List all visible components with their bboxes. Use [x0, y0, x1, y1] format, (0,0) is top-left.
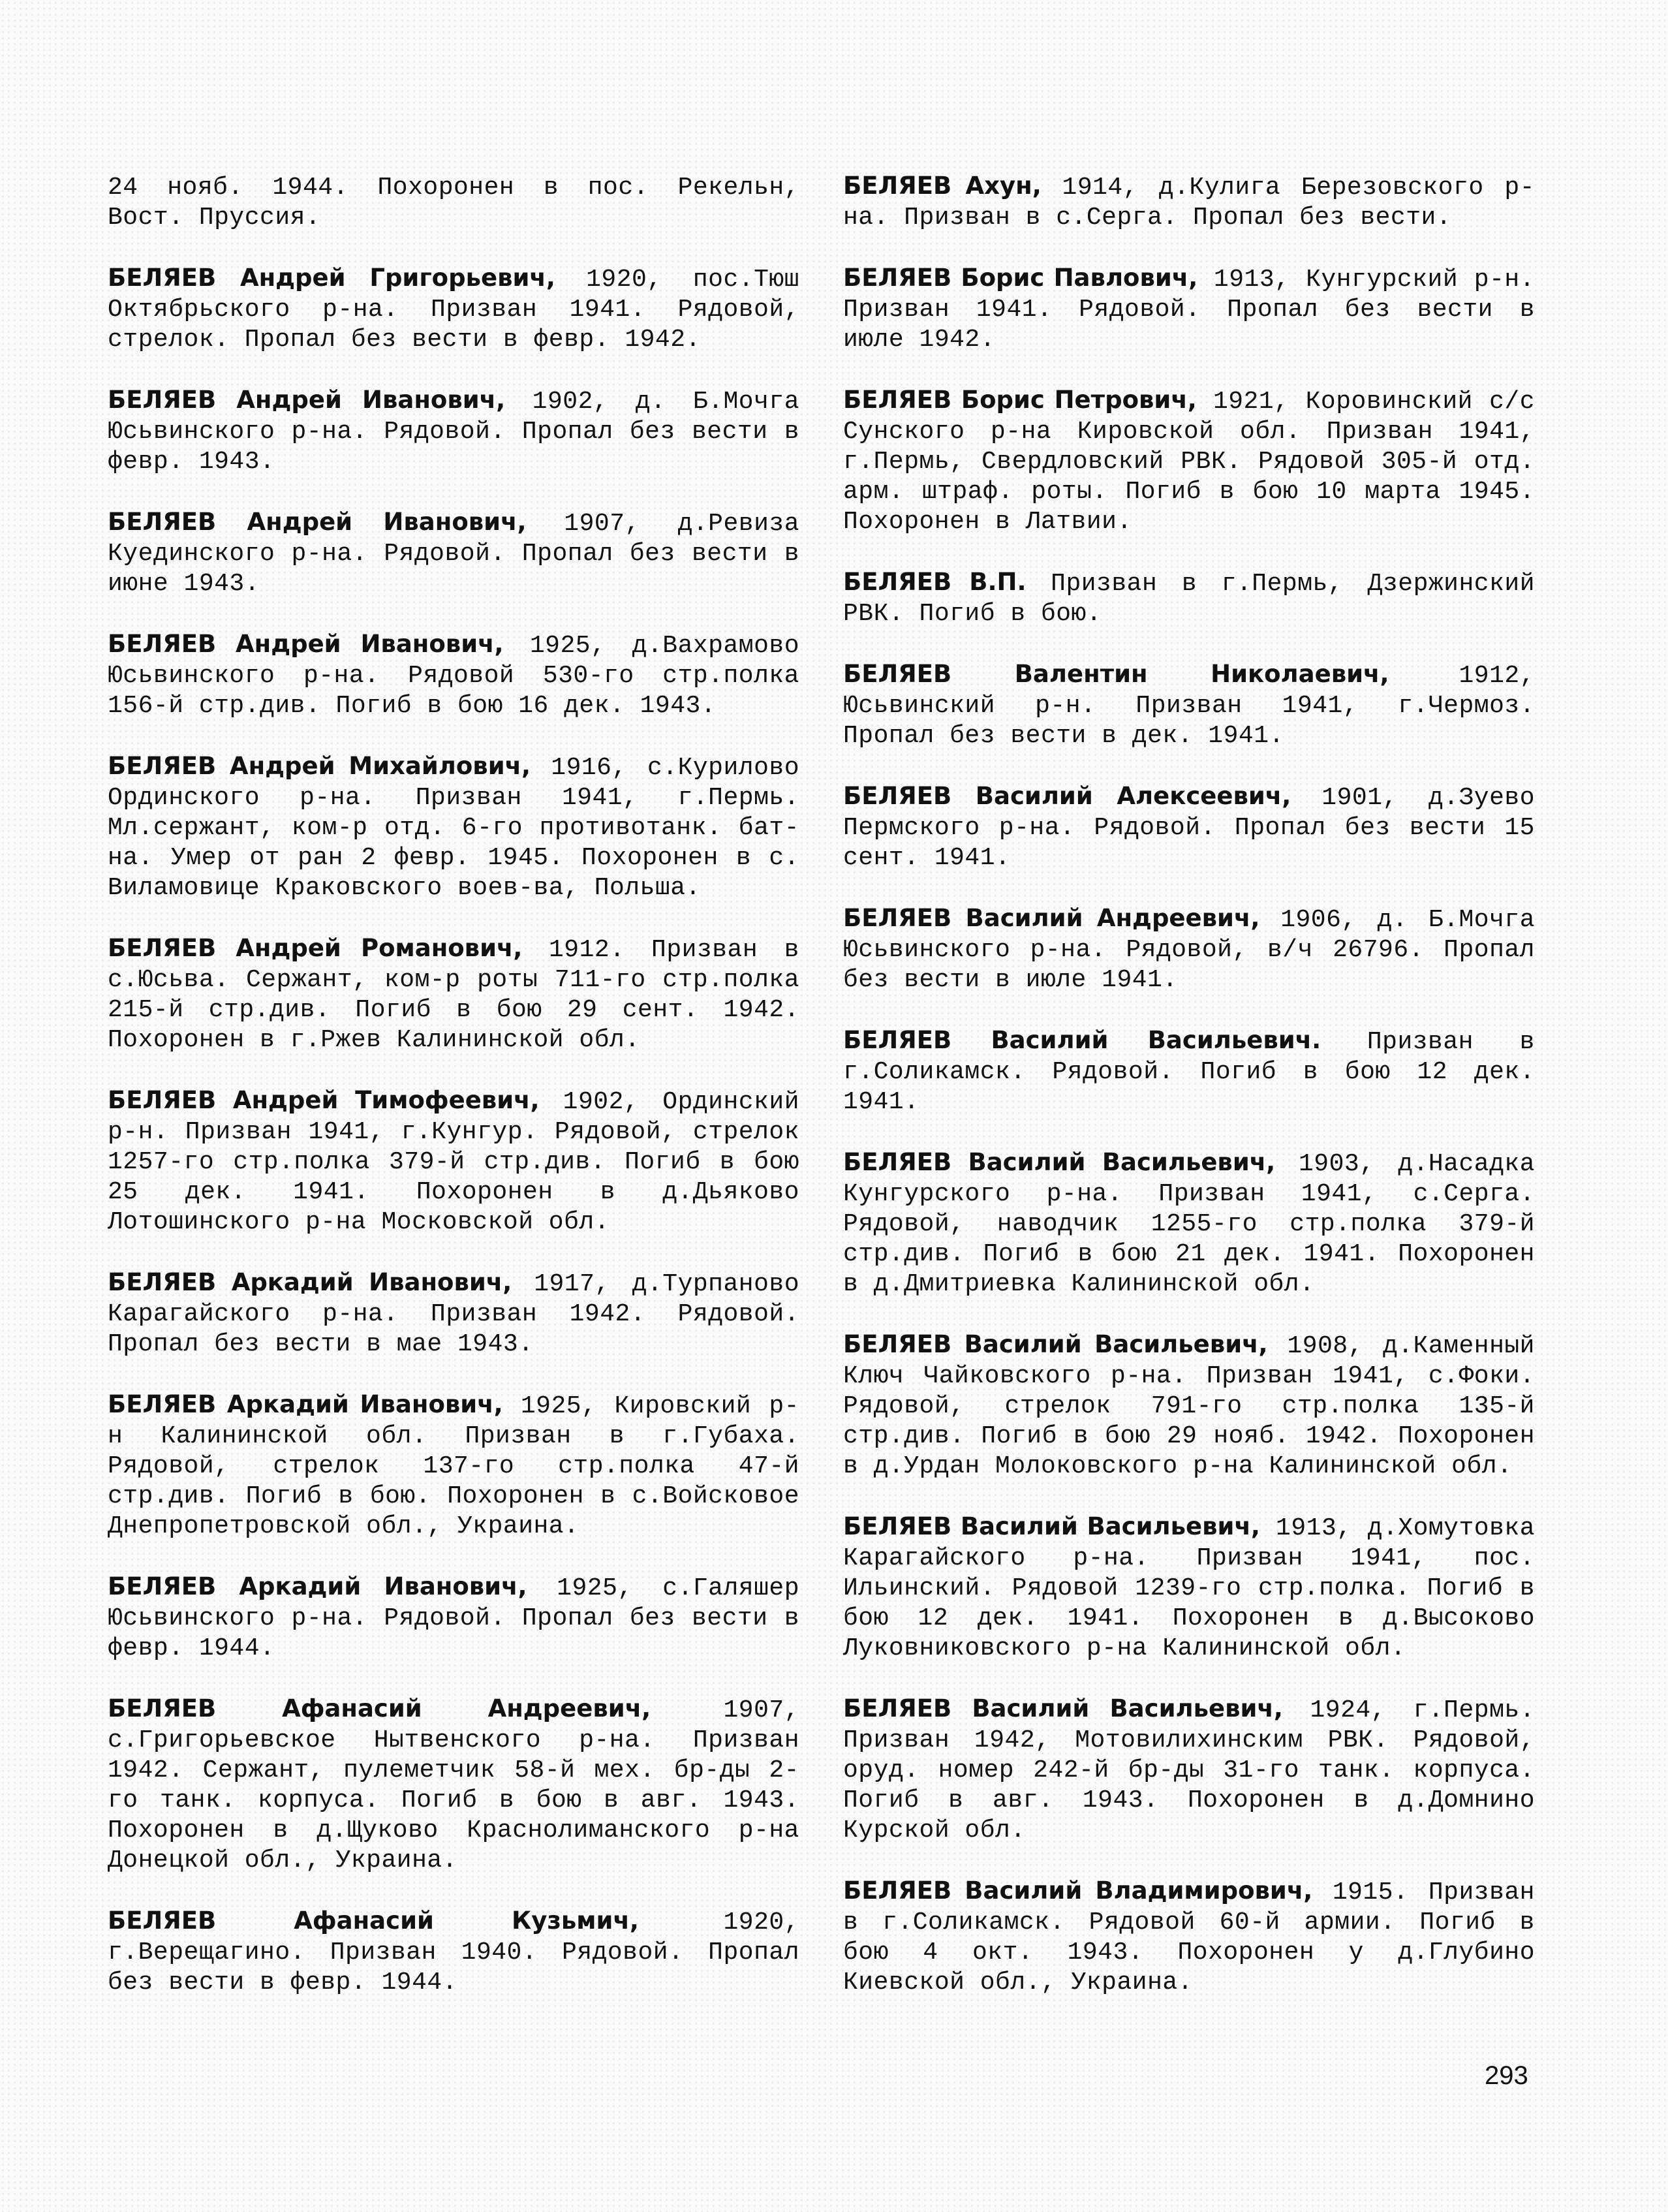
entry-name: БЕЛЯЕВ Аркадий Иванович,	[108, 1572, 527, 1600]
entry	[843, 1512, 1535, 1664]
entry-text: 1925, с.Галяшер Юсьвинского р-на. Рядовой. Пропал без вести в февр. 1944.	[108, 1574, 800, 1662]
entry-text: Призван в г.Соликамск. Рядовой. Погиб в бою 12 дек. 1941.	[843, 1028, 1535, 1116]
entry-name: БЕЛЯЕВ Василий Васильевич,	[843, 1148, 1276, 1176]
entry-text: 1917, д.Турпаново Карагайского р-на. Призван 1942. Рядовой. Пропал без вести в мае 1943.	[108, 1270, 799, 1358]
entry	[108, 1572, 799, 1664]
entry-text: 1912, Юсьвинский р-н. Призван 1941, г.Чермоз. Пропал без вести в дек. 1941.	[843, 662, 1535, 750]
left-column	[108, 171, 799, 2028]
page-number: 293	[1485, 2061, 1528, 2090]
entry-text: 1916, с.Курилово Ординского р-на. Призван 1941, г.Пермь. Мл.сержант, ком-р отд. 6-го противотанк. бат-на. Умер от ран 2 февр. 1945. Похоронен в с. Виламовице Краковского воев-ва, Польша.	[108, 754, 799, 902]
entry-text: 1908, д.Каменный Ключ Чайковского р-на. Призван 1941, с.Фоки. Рядовой, стрелок 791-го стр.полка 135-й стр.див. Погиб в бою 29 нояб. 1942. Похоронен в д.Урдан Молоковского р-на Калининской обл.	[843, 1332, 1535, 1480]
right-column	[843, 171, 1535, 2028]
entry	[843, 263, 1535, 355]
entry	[843, 567, 1535, 629]
entry	[108, 1268, 799, 1360]
entry-text: 1914, д.Кулига Березовского р-на. Призван в с.Серга. Пропал без вести.	[843, 174, 1536, 232]
entry-name: БЕЛЯЕВ Василий Васильевич,	[843, 1512, 1260, 1540]
entry-name: БЕЛЯЕВ В.П.	[843, 568, 1027, 596]
entry-text: 1903, д.Насадка Кунгурского р-на. Призван 1941, с.Серга. Рядовой, наводчик 1255-го стр.полка 379-й стр.див. Погиб в бою 21 дек. 1941. Похоронен в д.Дмитриевка Калининской обл.	[843, 1150, 1535, 1298]
entry-name: БЕЛЯЕВ Василий Алексеевич,	[843, 782, 1291, 810]
entry-name: БЕЛЯЕВ Афанасий Кузьмич,	[108, 1907, 639, 1935]
entry-text: 1902, Ординский р-н. Призван 1941, г.Кунгур. Рядовой, стрелок 1257-го стр.полка 379-й стр.див. Погиб в бою 25 дек. 1941. Похоронен в д.Дьяково Лотошинского р-на Московской обл.	[108, 1088, 799, 1236]
entry	[843, 1147, 1535, 1300]
entry-name: БЕЛЯЕВ Андрей Романович,	[108, 934, 523, 962]
entry-text: 1924, г.Пермь. Призван 1942, Мотовилихинским РВК. Рядовой, оруд. номер 242-й бр-ды 31-го танк. корпуса. Погиб в авг. 1943. Похоронен в д.Домнино Курской обл.	[843, 1696, 1535, 1845]
entry	[108, 171, 799, 233]
entry	[843, 1876, 1535, 1998]
entry	[108, 385, 799, 477]
entry-text: 1901, д.Зуево Пермского р-на. Рядовой. Пропал без вести 15 сент. 1941.	[843, 784, 1535, 872]
entry-name: БЕЛЯЕВ Борис Петрович,	[843, 386, 1197, 414]
entry	[108, 933, 799, 1055]
entry	[108, 751, 799, 903]
entry-text: 1912. Призван в с.Юсьва. Сержант, ком-р роты 711-го стр.полка 215-й стр.див. Погиб в бою 29 сент. 1942. Похоронен в г.Ржев Калининской обл.	[108, 936, 799, 1054]
entry	[843, 385, 1535, 537]
entry-name: БЕЛЯЕВ Василий Васильевич.	[843, 1026, 1321, 1054]
entry	[843, 171, 1535, 233]
entry-name: БЕЛЯЕВ Валентин Николаевич,	[843, 660, 1389, 688]
entry	[108, 1694, 799, 1876]
entry-text: 1925, Кировский р-н Калининской обл. Призван в г.Губаха. Рядовой, стрелок 137-го стр.полка 47-й стр.див. Погиб в бою. Похоронен в с.Войсковое Днепропетровской обл., Украина.	[108, 1392, 799, 1540]
entry	[108, 1906, 799, 1998]
entry	[108, 507, 799, 599]
entry-name: БЕЛЯЕВ Василий Владимирович,	[843, 1877, 1313, 1905]
entry	[108, 1085, 799, 1238]
entry-text: 1915. Призван в г.Соликамск. Рядовой 60-й армии. Погиб в бою 4 окт. 1943. Похоронен у д.Глубино Киевской обл., Украина.	[843, 1878, 1535, 1997]
entry	[843, 1025, 1535, 1117]
entry-text: 1906, д. Б.Мочга Юсьвинского р-на. Рядовой, в/ч 26796. Пропал без вести в июле 1941.	[843, 906, 1536, 994]
entry-name: БЕЛЯЕВ Аркадий Иванович,	[108, 1268, 512, 1296]
entry	[843, 1330, 1535, 1482]
entry-name: БЕЛЯЕВ Андрей Михайлович,	[108, 752, 531, 780]
entry-text: 1925, д.Вахрамово Юсьвинского р-на. Рядовой 530-го стр.полка 156-й стр.див. Погиб в бою 16 дек. 1943.	[108, 632, 799, 720]
entry	[843, 1694, 1535, 1846]
entry-text: 1913, Кунгурский р-н. Призван 1941. Рядовой. Пропал без вести в июле 1942.	[843, 266, 1535, 354]
entry-name: БЕЛЯЕВ Андрей Иванович,	[108, 386, 506, 414]
entry-text: 1907, д.Ревиза Куединского р-на. Рядовой. Пропал без вести в июне 1943.	[108, 510, 799, 598]
entry-name: БЕЛЯЕВ Василий Васильевич,	[843, 1330, 1268, 1358]
entry-name: БЕЛЯЕВ Андрей Иванович,	[108, 508, 527, 536]
entry-text: 1920, г.Верещагино. Призван 1940. Рядовой. Пропал без вести в февр. 1944.	[108, 1908, 799, 1997]
entry-name: БЕЛЯЕВ Ахун,	[843, 172, 1042, 200]
entry-text: 1920, пос.Тюш Октябрьского р-на. Призван 1941. Рядовой, стрелок. Пропал без вести в февр. 1942.	[108, 266, 799, 354]
entry-text: 1907, с.Григорьевское Нытвенского р-на. Призван 1942. Сержант, пулеметчик 58-й мех. бр-ды 2-го танк. корпуса. Погиб в бою в авг. 1943. Похоронен в д.Щуково Краснолиманского р-на Донецкой обл., Украина.	[108, 1696, 799, 1875]
entry-name: БЕЛЯЕВ Андрей Тимофеевич,	[108, 1086, 540, 1114]
entry-text: 1902, д. Б.Мочга Юсьвинского р-на. Рядовой. Пропал без вести в февр. 1943.	[108, 388, 799, 476]
entry-name: БЕЛЯЕВ Андрей Иванович,	[108, 630, 504, 658]
entry	[108, 263, 799, 355]
entry-name: БЕЛЯЕВ Андрей Григорьевич,	[108, 264, 555, 292]
entry	[843, 659, 1535, 751]
entry-name: БЕЛЯЕВ Афанасий Андреевич,	[108, 1694, 651, 1722]
entry-name: БЕЛЯЕВ Василий Андреевич,	[843, 904, 1260, 932]
entry-text: 24 нояб. 1944. Похоронен в пос. Рекельн, Вост. Пруссия.	[108, 174, 799, 232]
entry	[108, 1390, 799, 1542]
entry-name: БЕЛЯЕВ Василий Васильевич,	[843, 1694, 1283, 1722]
entry-text: 1921, Коровинский с/с Сунского р-на Кировской обл. Призван 1941, г.Пермь, Свердловский РВК. Рядовой 305-й отд. арм. штраф. роты. Погиб в бою 10 марта 1945. Похоронен в Латвии.	[843, 388, 1536, 536]
entry-name: БЕЛЯЕВ Аркадий Иванович,	[108, 1390, 503, 1418]
entry-text: Призван в г.Пермь, Дзержинский РВК. Погиб в бою.	[843, 570, 1535, 628]
entry-name: БЕЛЯЕВ Борис Павлович,	[843, 264, 1198, 292]
entry	[843, 903, 1535, 995]
entry-text: 1913, д.Хомутовка Карагайского р-на. Призван 1941, пос. Ильинский. Рядовой 1239-го стр.полка. Погиб в бою 12 дек. 1941. Похоронен в д.Высоково Луковниковского р-на Калининской обл.	[843, 1514, 1535, 1662]
entry	[108, 629, 799, 721]
entry	[843, 781, 1535, 873]
